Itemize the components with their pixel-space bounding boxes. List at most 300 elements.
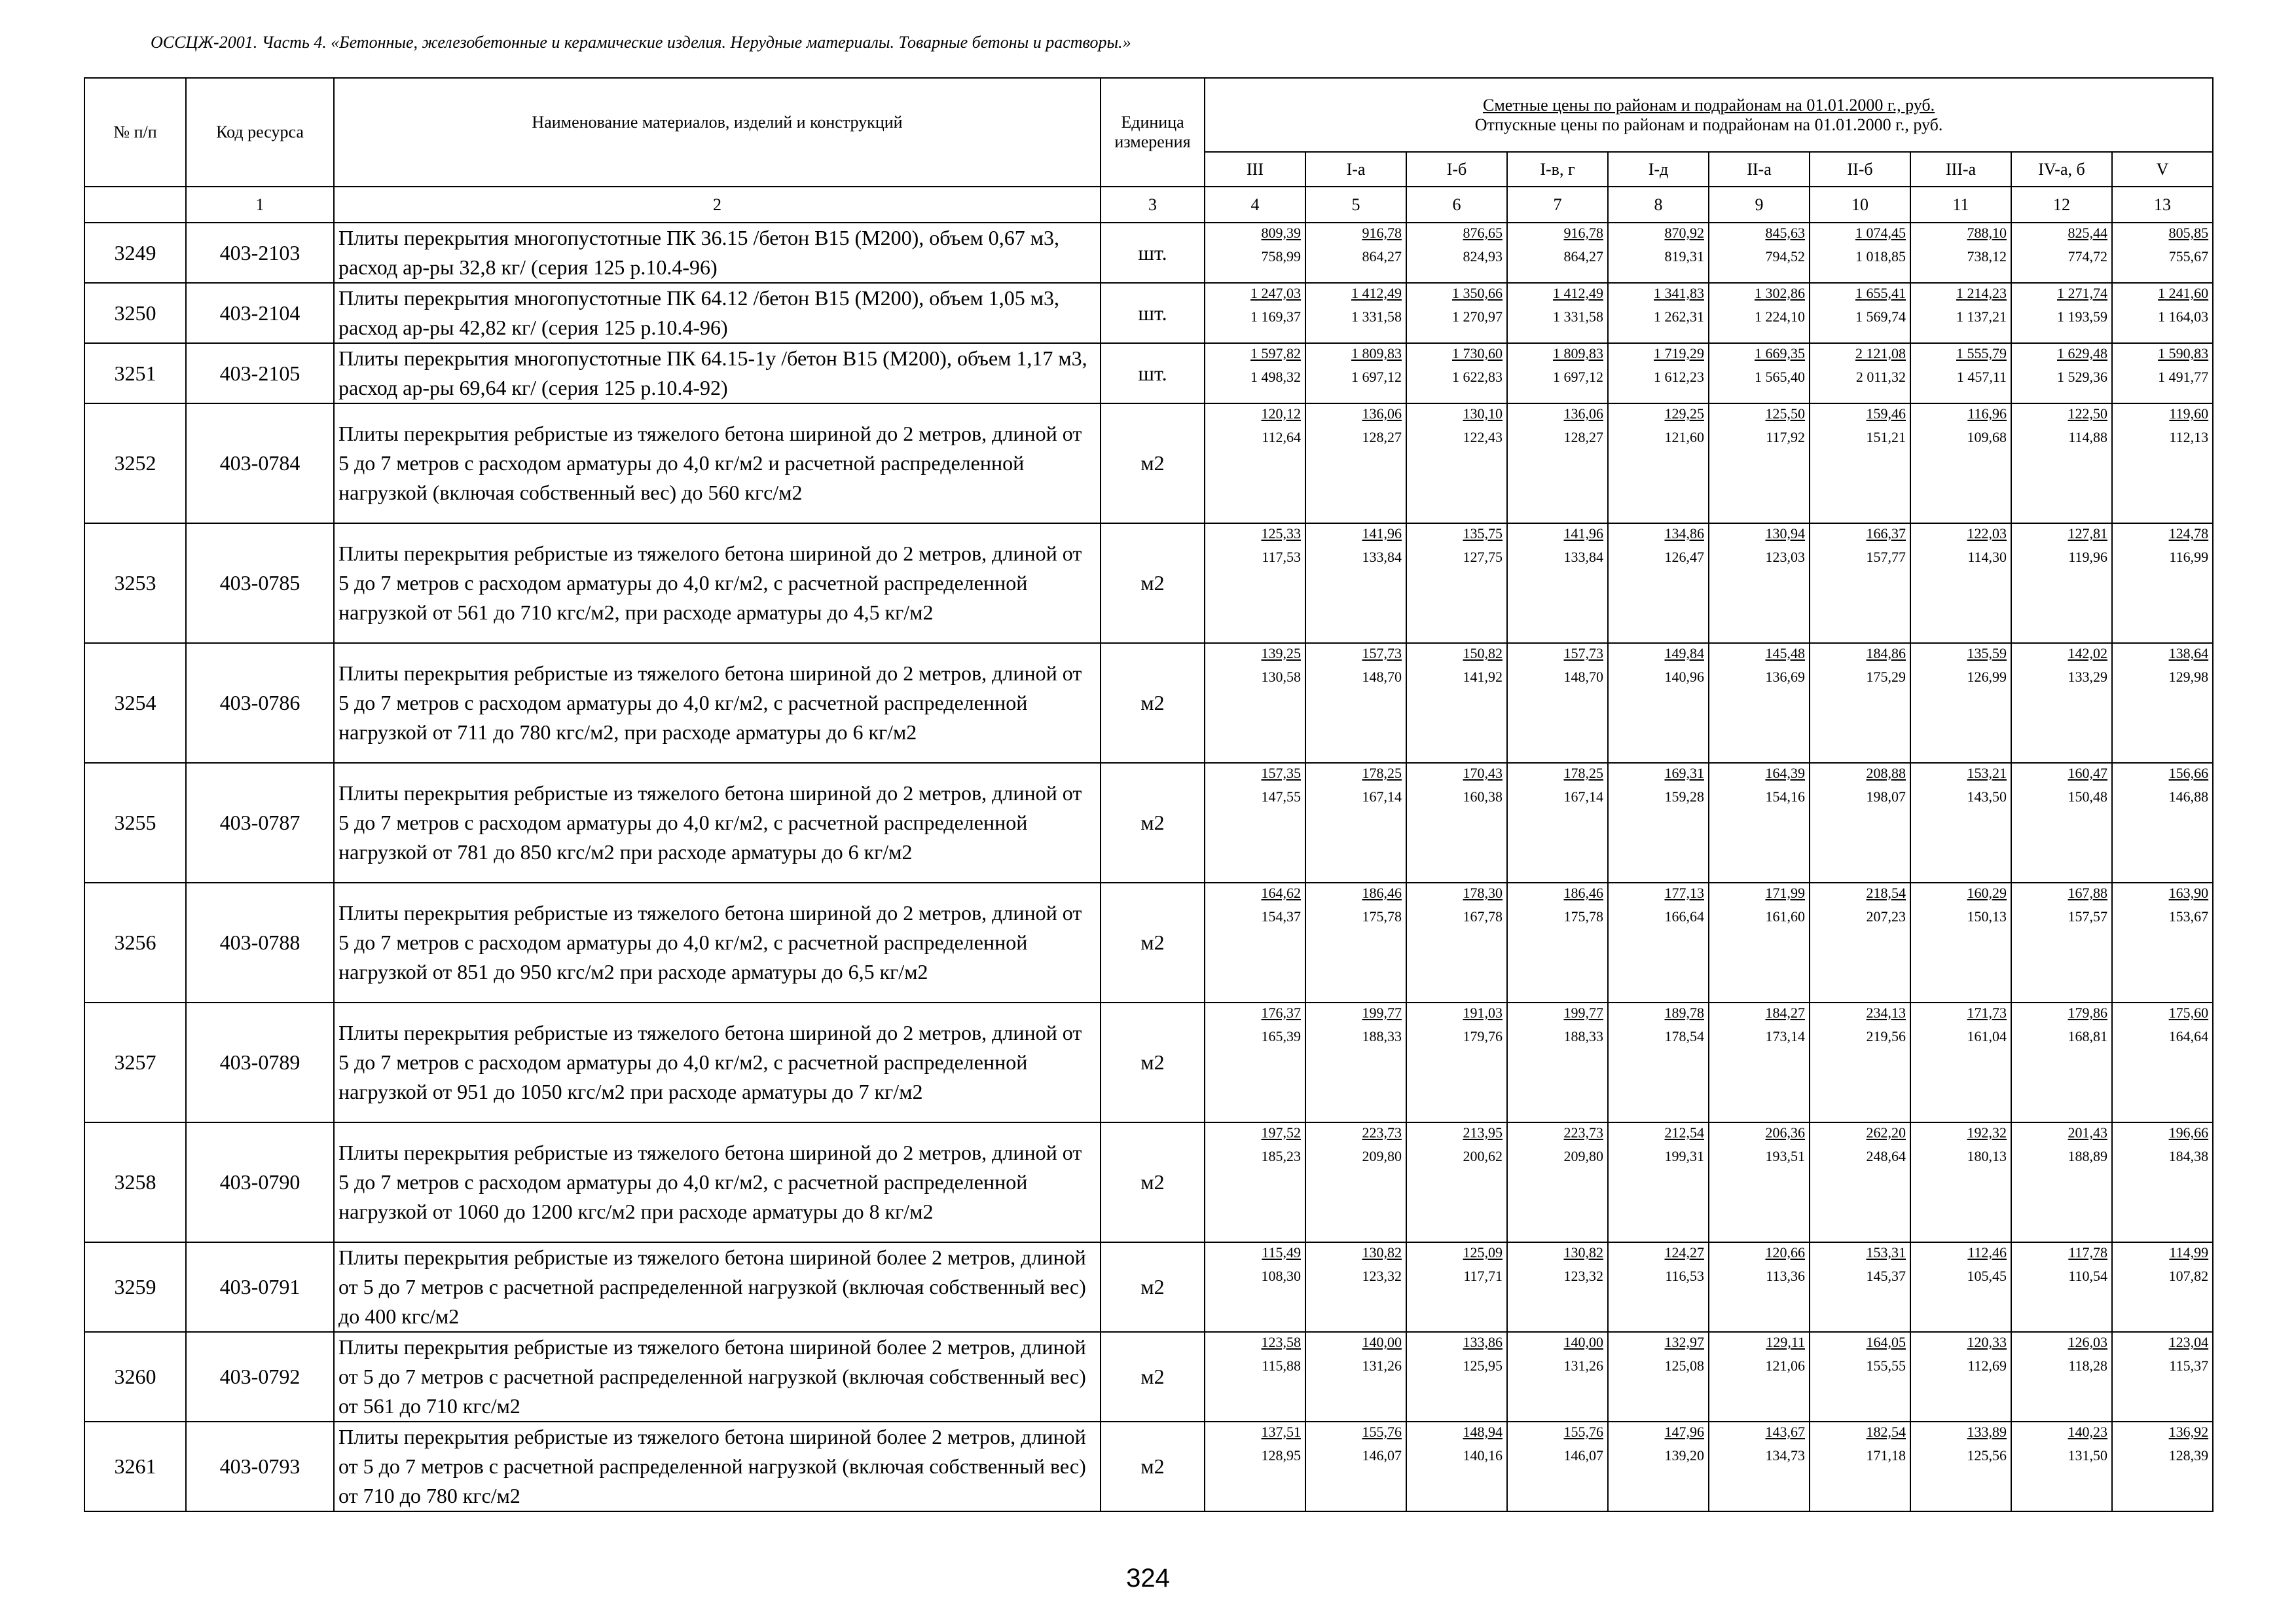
price-cell (1709, 763, 1810, 883)
release-price: 758,99 (1261, 248, 1301, 265)
release-price: 123,32 (1563, 1268, 1603, 1284)
price-cell (1205, 343, 1305, 403)
price-cell (1709, 1003, 1810, 1122)
resource-code: 403-0786 (186, 643, 334, 763)
table-row (84, 643, 2213, 763)
release-price: 145,37 (1866, 1268, 1906, 1284)
release-price: 131,26 (1362, 1357, 1402, 1374)
price-cell (1406, 1122, 1507, 1242)
estimated-price: 1 655,41 (1855, 285, 1906, 301)
material-name: Плиты перекрытия ребристые из тяжелого бетона шириной до 2 метров, длиной от 5 до 7 метров с расходом арматуры до 4,0 кг/м2 и расчетной распределенной нагрузкой (включая собственный вес) до 560 кгс/м2 (334, 403, 1101, 523)
price-cell (1507, 1242, 1608, 1332)
estimated-price: 1 302,86 (1755, 285, 1805, 301)
price-cell (1608, 403, 1709, 523)
release-price: 824,93 (1463, 248, 1503, 265)
release-price: 167,14 (1362, 788, 1402, 805)
price-cell (1910, 1242, 2011, 1332)
estimated-price: 163,90 (2168, 885, 2209, 901)
price-cell (1910, 523, 2011, 643)
header-region: I-а (1305, 152, 1406, 187)
estimated-price: 1 730,60 (1452, 345, 1503, 361)
price-cell (1406, 1422, 1507, 1511)
estimated-price: 130,82 (1362, 1244, 1402, 1261)
estimated-price: 1 341,83 (1654, 285, 1704, 301)
estimated-price: 1 629,48 (2057, 345, 2107, 361)
material-name: Плиты перекрытия ребристые из тяжелого бетона шириной до 2 метров, длиной от 5 до 7 метров с расходом арматуры до 4,0 кг/м2, с расчетной распределенной нагрузкой от 711 до 780 кгс/м2, при расходе арматуры до 6 кг/м2 (334, 643, 1101, 763)
row-number: 3249 (84, 223, 186, 283)
release-price: 1 331,58 (1351, 308, 1402, 325)
material-name: Плиты перекрытия ребристые из тяжелого бетона шириной более 2 метров, длиной от 5 до 7 метров с расчетной распределенной нагрузкой (включая собственный вес) от 710 до 780 кгс/м2 (334, 1422, 1101, 1511)
price-cell (1406, 643, 1507, 763)
release-price: 115,88 (1262, 1357, 1301, 1374)
material-name: Плиты перекрытия ребристые из тяжелого бетона шириной более 2 метров, длиной от 5 до 7 метров с расчетной распределенной нагрузкой (включая собственный вес) до 400 кгс/м2 (334, 1242, 1101, 1332)
release-price: 207,23 (1866, 908, 1906, 925)
release-price: 248,64 (1866, 1148, 1906, 1164)
header-region: IV-а, б (2011, 152, 2112, 187)
release-price: 1 622,83 (1452, 369, 1503, 385)
price-cell (1709, 223, 1810, 283)
release-price: 1 193,59 (2057, 308, 2107, 325)
price-cell (2112, 523, 2213, 643)
column-number: 8 (1608, 187, 1709, 223)
unit-of-measure: м2 (1101, 763, 1205, 883)
release-price: 151,21 (1866, 429, 1906, 445)
estimated-price: 167,88 (2068, 885, 2107, 901)
release-price: 108,30 (1261, 1268, 1301, 1284)
price-cell (1709, 643, 1810, 763)
estimated-price: 1 719,29 (1654, 345, 1704, 361)
release-price: 140,96 (1664, 669, 1704, 685)
price-cell (1406, 283, 1507, 343)
estimated-price: 186,46 (1563, 885, 1603, 901)
estimated-price: 178,30 (1463, 885, 1503, 901)
release-price: 112,13 (2169, 429, 2209, 445)
price-cell (1810, 523, 1910, 643)
table-row (84, 523, 2213, 643)
unit-of-measure: м2 (1101, 643, 1205, 763)
price-cell (1507, 403, 1608, 523)
unit-of-measure: м2 (1101, 1122, 1205, 1242)
release-price: 110,54 (2068, 1268, 2107, 1284)
material-name: Плиты перекрытия многопустотные ПК 64.15-1у /бетон В15 (М200), объем 1,17 м3, расход ар-ры 69,64 кг/ (серия 125 р.10.4-92) (334, 343, 1101, 403)
estimated-price: 223,73 (1563, 1124, 1603, 1141)
estimated-price: 197,52 (1261, 1124, 1301, 1141)
estimated-price: 178,25 (1362, 765, 1402, 781)
unit-of-measure: шт. (1101, 223, 1205, 283)
price-cell (1810, 343, 1910, 403)
estimated-price: 133,86 (1463, 1334, 1503, 1350)
row-number: 3261 (84, 1422, 186, 1511)
release-price: 113,36 (1766, 1268, 1805, 1284)
release-price: 1 262,31 (1654, 308, 1704, 325)
release-price: 129,98 (2168, 669, 2209, 685)
release-price: 114,30 (1967, 549, 2007, 565)
estimated-price: 155,76 (1362, 1424, 1402, 1440)
price-cell (1608, 643, 1709, 763)
price-cell (2011, 883, 2112, 1003)
release-price: 165,39 (1261, 1028, 1301, 1044)
release-price: 123,32 (1362, 1268, 1402, 1284)
estimated-price: 1 555,79 (1956, 345, 2007, 361)
estimated-price: 125,33 (1261, 525, 1301, 542)
resource-code: 403-0789 (186, 1003, 334, 1122)
release-price: 109,68 (1967, 429, 2007, 445)
release-price: 1 697,12 (1351, 369, 1402, 385)
estimated-price: 133,89 (1967, 1424, 2007, 1440)
release-price: 161,04 (1967, 1028, 2007, 1044)
material-name: Плиты перекрытия ребристые из тяжелого бетона шириной до 2 метров, длиной от 5 до 7 метров с расходом арматуры до 4,0 кг/м2, с расчетной распределенной нагрузкой от 561 до 710 кгс/м2, при расходе арматуры до 4,5 кг/м2 (334, 523, 1101, 643)
release-price: 199,31 (1664, 1148, 1704, 1164)
estimated-price: 788,10 (1967, 225, 2007, 241)
row-number: 3255 (84, 763, 186, 883)
table-row (84, 403, 2213, 523)
estimated-price: 2 121,08 (1855, 345, 1906, 361)
estimated-price: 1 597,82 (1250, 345, 1301, 361)
estimated-price: 115,49 (1262, 1244, 1301, 1261)
release-price: 864,27 (1563, 248, 1603, 265)
resource-code: 403-2103 (186, 223, 334, 283)
estimated-price: 129,25 (1664, 405, 1704, 422)
price-cell (2011, 1122, 2112, 1242)
price-cell (1305, 523, 1406, 643)
header-region: V (2112, 152, 2213, 187)
estimated-price: 164,62 (1261, 885, 1301, 901)
release-price: 864,27 (1362, 248, 1402, 265)
release-price: 175,78 (1563, 908, 1603, 925)
release-price: 116,53 (1665, 1268, 1704, 1284)
price-cell (1709, 343, 1810, 403)
estimated-price: 171,73 (1967, 1005, 2007, 1021)
column-number: 7 (1507, 187, 1608, 223)
estimated-price: 170,43 (1463, 765, 1503, 781)
price-cell (1305, 1003, 1406, 1122)
estimated-price: 213,95 (1463, 1124, 1503, 1141)
release-price: 188,89 (2068, 1148, 2107, 1164)
price-cell (1205, 283, 1305, 343)
column-number: 3 (1101, 187, 1205, 223)
price-cell (1305, 763, 1406, 883)
price-cell (2011, 1242, 2112, 1332)
estimated-price: 157,73 (1563, 645, 1603, 661)
estimated-price: 199,77 (1563, 1005, 1603, 1021)
release-price: 1 457,11 (1956, 369, 2007, 385)
column-number: 12 (2011, 187, 2112, 223)
price-cell (1810, 883, 1910, 1003)
price-cell (1205, 1332, 1305, 1422)
row-number: 3252 (84, 403, 186, 523)
estimated-price: 137,51 (1261, 1424, 1301, 1440)
estimated-price: 845,63 (1765, 225, 1805, 241)
release-price: 141,92 (1463, 669, 1503, 685)
release-price: 107,82 (2168, 1268, 2209, 1284)
unit-of-measure: м2 (1101, 523, 1205, 643)
estimated-price: 140,00 (1563, 1334, 1603, 1350)
price-cell (1507, 883, 1608, 1003)
estimated-price: 145,48 (1765, 645, 1805, 661)
release-price: 112,64 (1262, 429, 1301, 445)
estimated-price: 147,96 (1664, 1424, 1704, 1440)
estimated-price: 135,59 (1967, 645, 2007, 661)
estimated-price: 262,20 (1866, 1124, 1906, 1141)
estimated-price: 805,85 (2168, 225, 2209, 241)
price-cell (1910, 403, 2011, 523)
header-region: II-а (1709, 152, 1810, 187)
price-cell (1507, 763, 1608, 883)
estimated-price: 119,60 (2169, 405, 2209, 422)
release-price: 128,27 (1563, 429, 1603, 445)
release-price: 178,54 (1664, 1028, 1704, 1044)
release-price: 188,33 (1362, 1028, 1402, 1044)
price-cell (1910, 1422, 2011, 1511)
header-region: III-а (1910, 152, 2011, 187)
estimated-price: 141,96 (1563, 525, 1603, 542)
estimated-price: 129,11 (1766, 1334, 1805, 1350)
release-price: 133,84 (1362, 549, 1402, 565)
estimated-price: 178,25 (1563, 765, 1603, 781)
price-cell (2011, 1422, 2112, 1511)
price-cell (1305, 643, 1406, 763)
estimated-price: 177,13 (1664, 885, 1704, 901)
estimated-price: 130,82 (1563, 1244, 1603, 1261)
price-cell (2112, 283, 2213, 343)
estimated-price: 123,58 (1261, 1334, 1301, 1350)
release-price: 122,43 (1463, 429, 1503, 445)
price-cell (1507, 523, 1608, 643)
release-price: 155,55 (1866, 1357, 1906, 1374)
header-price-group (1205, 78, 2213, 152)
estimated-price: 1 350,66 (1452, 285, 1503, 301)
release-price: 1 565,40 (1755, 369, 1805, 385)
estimated-price: 157,73 (1362, 645, 1402, 661)
release-price: 1 164,03 (2158, 308, 2209, 325)
release-price: 1 224,10 (1755, 308, 1805, 325)
price-cell (1709, 1422, 1810, 1511)
header-name: Наименование материалов, изделий и конструкций (334, 78, 1101, 187)
column-number: 2 (334, 187, 1101, 223)
estimated-price: 120,66 (1765, 1244, 1805, 1261)
release-price: 127,75 (1463, 549, 1503, 565)
price-cell (1910, 1003, 2011, 1122)
resource-code: 403-0793 (186, 1422, 334, 1511)
column-number: 6 (1406, 187, 1507, 223)
price-cell (2112, 763, 2213, 883)
price-cell (1406, 223, 1507, 283)
estimated-price: 117,78 (2068, 1244, 2107, 1261)
estimated-price: 870,92 (1664, 225, 1704, 241)
price-cell (1608, 223, 1709, 283)
header-region: I-в, г (1507, 152, 1608, 187)
estimated-price: 136,92 (2168, 1424, 2209, 1440)
estimated-price: 1 247,03 (1250, 285, 1301, 301)
price-cell (1608, 343, 1709, 403)
price-cell (1507, 1122, 1608, 1242)
material-name: Плиты перекрытия ребристые из тяжелого бетона шириной до 2 метров, длиной от 5 до 7 метров с расходом арматуры до 4,0 кг/м2, с расчетной распределенной нагрузкой от 1060 до 1200 кгс/м2 при расходе арматуры до 8 кг/м2 (334, 1122, 1101, 1242)
release-price: 209,80 (1362, 1148, 1402, 1164)
release-price: 125,56 (1967, 1447, 2007, 1464)
price-cell (1305, 343, 1406, 403)
estimated-price: 120,12 (1261, 405, 1301, 422)
estimated-price: 130,10 (1463, 405, 1503, 422)
estimated-price: 142,02 (2068, 645, 2107, 661)
colnum-empty (84, 187, 186, 223)
price-cell (1205, 523, 1305, 643)
price-cell (1608, 1003, 1709, 1122)
price-cell (1810, 1332, 1910, 1422)
release-price: 154,16 (1765, 788, 1805, 805)
release-price: 167,78 (1463, 908, 1503, 925)
release-price: 117,92 (1766, 429, 1805, 445)
release-price: 738,12 (1967, 248, 2007, 265)
release-price: 150,48 (2068, 788, 2107, 805)
estimated-price: 199,77 (1362, 1005, 1402, 1021)
price-cell (1205, 643, 1305, 763)
price-cell (2112, 883, 2213, 1003)
release-price: 219,56 (1866, 1028, 1906, 1044)
estimated-price: 1 590,83 (2158, 345, 2209, 361)
price-cell (1810, 403, 1910, 523)
release-price: 121,60 (1664, 429, 1704, 445)
release-price: 125,08 (1664, 1357, 1704, 1374)
release-price: 166,64 (1664, 908, 1704, 925)
release-price: 819,31 (1664, 248, 1704, 265)
header-region: II-б (1810, 152, 1910, 187)
price-cell (1608, 1122, 1709, 1242)
price-cell (1810, 1422, 1910, 1511)
price-cell (1507, 643, 1608, 763)
release-price: 1 569,74 (1855, 308, 1906, 325)
price-cell (1305, 883, 1406, 1003)
release-price: 136,69 (1765, 669, 1805, 685)
release-price: 193,51 (1765, 1148, 1805, 1164)
row-number: 3257 (84, 1003, 186, 1122)
estimated-price: 149,84 (1664, 645, 1704, 661)
price-cell (1910, 883, 2011, 1003)
header-code: Код ресурса (186, 78, 334, 187)
price-cell (1810, 283, 1910, 343)
table-row (84, 1242, 2213, 1332)
release-price: 1 137,21 (1956, 308, 2007, 325)
header-num: № п/п (84, 78, 186, 187)
column-number: 11 (1910, 187, 2011, 223)
price-cell (2112, 1122, 2213, 1242)
price-cell (1608, 1242, 1709, 1332)
estimated-price: 196,66 (2168, 1124, 2209, 1141)
estimated-price: 122,03 (1967, 525, 2007, 542)
price-cell (2011, 763, 2112, 883)
estimated-price: 234,13 (1866, 1005, 1906, 1021)
unit-of-measure: шт. (1101, 343, 1205, 403)
price-cell (1709, 1332, 1810, 1422)
resource-code: 403-2105 (186, 343, 334, 403)
release-price: 133,29 (2068, 669, 2107, 685)
price-cell (1910, 283, 2011, 343)
price-cell (1406, 883, 1507, 1003)
release-price: 139,20 (1664, 1447, 1704, 1464)
release-price: 133,84 (1563, 549, 1603, 565)
table-row (84, 763, 2213, 883)
table-row (84, 283, 2213, 343)
header-price-title-estimate: Сметные цены по районам и подрайонам на 01.01.2000 г., руб. (1482, 95, 1935, 115)
unit-of-measure: шт. (1101, 283, 1205, 343)
price-cell (1305, 1422, 1406, 1511)
price-cell (1305, 223, 1406, 283)
price-cell (1910, 343, 2011, 403)
unit-of-measure: м2 (1101, 1422, 1205, 1511)
estimated-price: 184,27 (1765, 1005, 1805, 1021)
price-cell (2112, 1422, 2213, 1511)
price-cell (2011, 283, 2112, 343)
estimated-price: 153,21 (1967, 765, 2007, 781)
estimated-price: 153,31 (1866, 1244, 1906, 1261)
release-price: 148,70 (1563, 669, 1603, 685)
price-cell (2112, 1332, 2213, 1422)
resource-code: 403-0787 (186, 763, 334, 883)
release-price: 173,14 (1765, 1028, 1805, 1044)
price-cell (1406, 1003, 1507, 1122)
estimated-price: 809,39 (1261, 225, 1301, 241)
estimated-price: 212,54 (1664, 1124, 1704, 1141)
release-price: 180,13 (1967, 1148, 2007, 1164)
price-cell (2011, 343, 2112, 403)
release-price: 117,53 (1262, 549, 1301, 565)
column-number: 10 (1810, 187, 1910, 223)
estimated-price: 1 809,83 (1553, 345, 1603, 361)
price-cell (1810, 223, 1910, 283)
estimated-price: 125,09 (1463, 1244, 1503, 1261)
price-cell (1205, 1003, 1305, 1122)
estimated-price: 122,50 (2068, 405, 2107, 422)
column-number: 13 (2112, 187, 2213, 223)
row-number: 3256 (84, 883, 186, 1003)
release-price: 118,28 (2068, 1357, 2107, 1374)
release-price: 128,39 (2168, 1447, 2209, 1464)
estimated-price: 150,82 (1463, 645, 1503, 661)
release-price: 185,23 (1261, 1148, 1301, 1164)
release-price: 153,67 (2168, 908, 2209, 925)
release-price: 188,33 (1563, 1028, 1603, 1044)
price-cell (1910, 1122, 2011, 1242)
estimated-price: 1 412,49 (1351, 285, 1402, 301)
estimated-price: 155,76 (1563, 1424, 1603, 1440)
unit-of-measure: м2 (1101, 1332, 1205, 1422)
row-number: 3259 (84, 1242, 186, 1332)
release-price: 1 612,23 (1654, 369, 1704, 385)
price-cell (1810, 1242, 1910, 1332)
release-price: 114,88 (2068, 429, 2107, 445)
estimated-price: 166,37 (1866, 525, 1906, 542)
price-cell (2011, 1332, 2112, 1422)
release-price: 161,60 (1765, 908, 1805, 925)
estimated-price: 184,86 (1866, 645, 1906, 661)
release-price: 131,50 (2068, 1447, 2107, 1464)
price-cell (1608, 883, 1709, 1003)
estimated-price: 160,47 (2068, 765, 2107, 781)
price-cell (2112, 643, 2213, 763)
release-price: 1 169,37 (1250, 308, 1301, 325)
estimated-price: 164,05 (1866, 1334, 1906, 1350)
release-price: 112,69 (1967, 1357, 2007, 1374)
material-name: Плиты перекрытия ребристые из тяжелого бетона шириной более 2 метров, длиной от 5 до 7 метров с расчетной распределенной нагрузкой (включая собственный вес) от 561 до 710 кгс/м2 (334, 1332, 1101, 1422)
price-cell (1205, 1122, 1305, 1242)
resource-code: 403-0788 (186, 883, 334, 1003)
price-cell (1608, 763, 1709, 883)
estimated-price: 140,23 (2068, 1424, 2107, 1440)
release-price: 179,76 (1463, 1028, 1503, 1044)
price-cell (2011, 523, 2112, 643)
unit-of-measure: м2 (1101, 883, 1205, 1003)
price-cell (1910, 223, 2011, 283)
estimated-price: 143,67 (1765, 1424, 1805, 1440)
